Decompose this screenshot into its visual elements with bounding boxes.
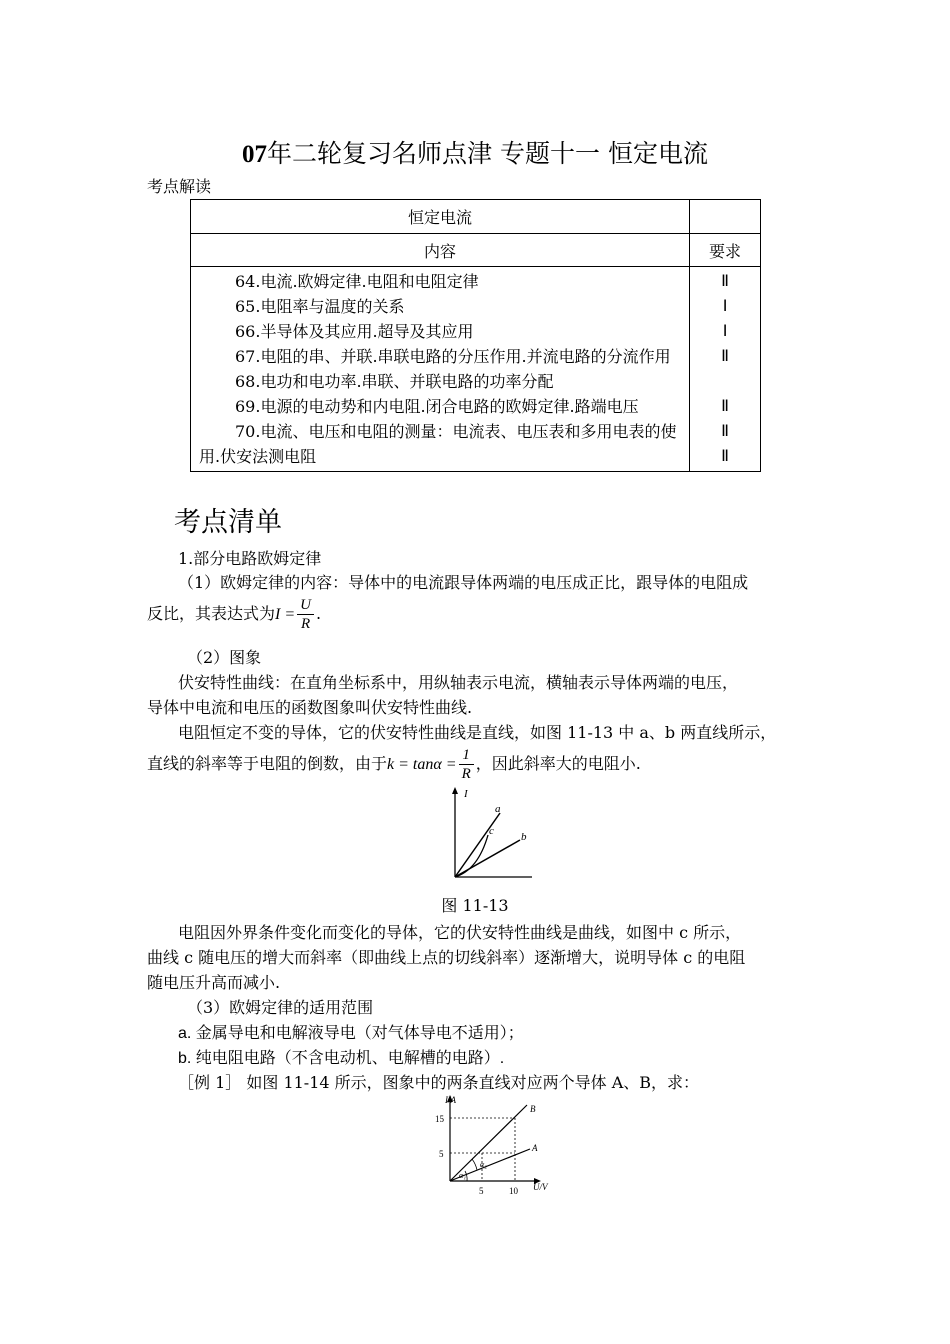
heading-scope: （3）欧姆定律的适用范围 bbox=[187, 998, 374, 1017]
paragraph-ohms-law-a: （1）欧姆定律的内容：导体中的电流跟导体两端的电压成正比，跟导体的电阻成 bbox=[178, 573, 749, 592]
list-item-b: b. 纯电阻电路（不含电动机、电解槽的电路）. bbox=[178, 1050, 505, 1067]
formula-one-over-r: $\frac{1}{R}$ bbox=[459, 746, 474, 783]
fig2-ytick-15: 15 bbox=[435, 1114, 444, 1124]
table-req-cell bbox=[690, 267, 761, 472]
figure-11-14 bbox=[425, 1093, 565, 1203]
example-1-prompt: ［例 1］ 如图 11-14 所示，图象中的两条直线对应两个导体 A、B，求： bbox=[178, 1073, 700, 1092]
requirements-table bbox=[190, 199, 761, 472]
figure-11-13 bbox=[440, 785, 540, 885]
fig1-y-label: I bbox=[464, 788, 468, 800]
table-col-content: 内容 bbox=[191, 234, 690, 267]
paragraph-nonlinear-c: 随电压升高而减小. bbox=[147, 973, 281, 992]
paragraph-linear-a: 电阻恒定不变的导体，它的伏安特性曲线是直线，如图 11-13 中 a、b 两直线所示， bbox=[178, 723, 777, 742]
fig2-ytick-5: 5 bbox=[439, 1149, 444, 1159]
page-title: 07年二轮复习名师点津 专题十一 恒定电流 bbox=[242, 139, 708, 168]
req-level: Ⅰ bbox=[722, 298, 728, 315]
fig2-y-label: I/A bbox=[445, 1095, 456, 1105]
req-level: Ⅱ bbox=[721, 398, 729, 415]
fig1-label-b: b bbox=[521, 831, 527, 843]
paragraph-nonlinear-a: 电阻因外界条件变化而变化的导体，它的伏安特性曲线是曲线，如图中 c 所示， bbox=[178, 923, 742, 942]
table-row-item: 70.电流、电压和电阻的测量：电流表、电压表和多用电表的使用.伏安法测电阻 bbox=[199, 422, 677, 466]
fig1-label-c: c bbox=[489, 825, 494, 837]
fig2-line-b bbox=[450, 1105, 527, 1181]
paragraph-va-curve-b: 导体中电流和电压的函数图象叫伏安特性曲线. bbox=[147, 698, 473, 717]
section-heading-kaodian-qingdan: 考点清单 bbox=[174, 507, 282, 538]
section-heading-kaodian-jiedu: 考点解读 bbox=[147, 177, 212, 196]
fig2-xtick-10: 10 bbox=[509, 1186, 518, 1196]
table-header-topic: 恒定电流 bbox=[191, 200, 690, 234]
fig2-label-b: B bbox=[530, 1104, 536, 1114]
fig2-label-a: A bbox=[532, 1143, 538, 1153]
paragraph-nonlinear-b: 曲线 c 随电压的增大而斜率（即曲线上点的切线斜率）逐渐增大，说明导体 c 的电阻 bbox=[147, 948, 746, 967]
paragraph-va-curve-a: 伏安特性曲线：在直角坐标系中，用纵轴表示电流，横轴表示导体两端的电压， bbox=[178, 673, 739, 692]
list-item-a: a. 金属导电和电解液导电（对气体导电不适用）； bbox=[178, 1025, 524, 1042]
table-row-item: 66.半导体及其应用.超导及其应用 bbox=[235, 322, 474, 341]
formula-u-over-r: $\frac{U}{R}$ bbox=[297, 596, 314, 633]
paragraph-ohms-law-b: 反比，其表达式为I = $\frac{U}{R}$ . bbox=[147, 597, 322, 632]
fig2-angle-alpha1: α₁ bbox=[459, 1171, 466, 1180]
fig2-x-label: U/V bbox=[533, 1182, 548, 1192]
fig2-angle-arc-2 bbox=[472, 1159, 477, 1170]
heading-ohms-law: 1.部分电路欧姆定律 bbox=[178, 549, 322, 568]
figure-caption-11-13: 图 11-13 bbox=[441, 896, 509, 915]
table-row-item: 67.电阻的串、并联.串联电路的分压作用.并流电路的分流作用 bbox=[235, 347, 671, 366]
fig1-line-b bbox=[455, 840, 520, 877]
table-row-item: 64.电流.欧姆定律.电阻和电阻定律 bbox=[235, 272, 479, 291]
table-row-item: 65.电阻率与温度的关系 bbox=[235, 297, 405, 316]
req-level: Ⅱ bbox=[721, 448, 729, 465]
table-header-empty bbox=[690, 200, 761, 234]
paragraph-linear-b: 直线的斜率等于电阻的倒数，由于k = tanα = $\frac{1}{R}$ ，因此斜率大的电阻小. bbox=[147, 747, 641, 782]
heading-graph: （2）图象 bbox=[187, 648, 262, 667]
table-col-requirement: 要求 bbox=[690, 234, 761, 267]
fig2-angle-alpha2: α₂ bbox=[480, 1160, 487, 1169]
req-level: Ⅰ bbox=[722, 323, 728, 340]
fig1-y-arrow bbox=[452, 787, 458, 794]
req-level: Ⅱ bbox=[721, 348, 729, 365]
table-row-item: 69.电源的电动势和内电阻.闭合电路的欧姆定律.路端电压 bbox=[235, 397, 639, 416]
table-content-cell bbox=[191, 267, 690, 472]
fig1-label-a: a bbox=[495, 803, 501, 815]
table-row-item: 68.电功和电功率.串联、并联电路的功率分配 bbox=[235, 372, 554, 391]
fig2-xtick-5: 5 bbox=[479, 1186, 484, 1196]
fig1-line-a bbox=[455, 813, 500, 877]
req-level: Ⅱ bbox=[721, 423, 729, 440]
req-level: Ⅱ bbox=[721, 273, 729, 290]
